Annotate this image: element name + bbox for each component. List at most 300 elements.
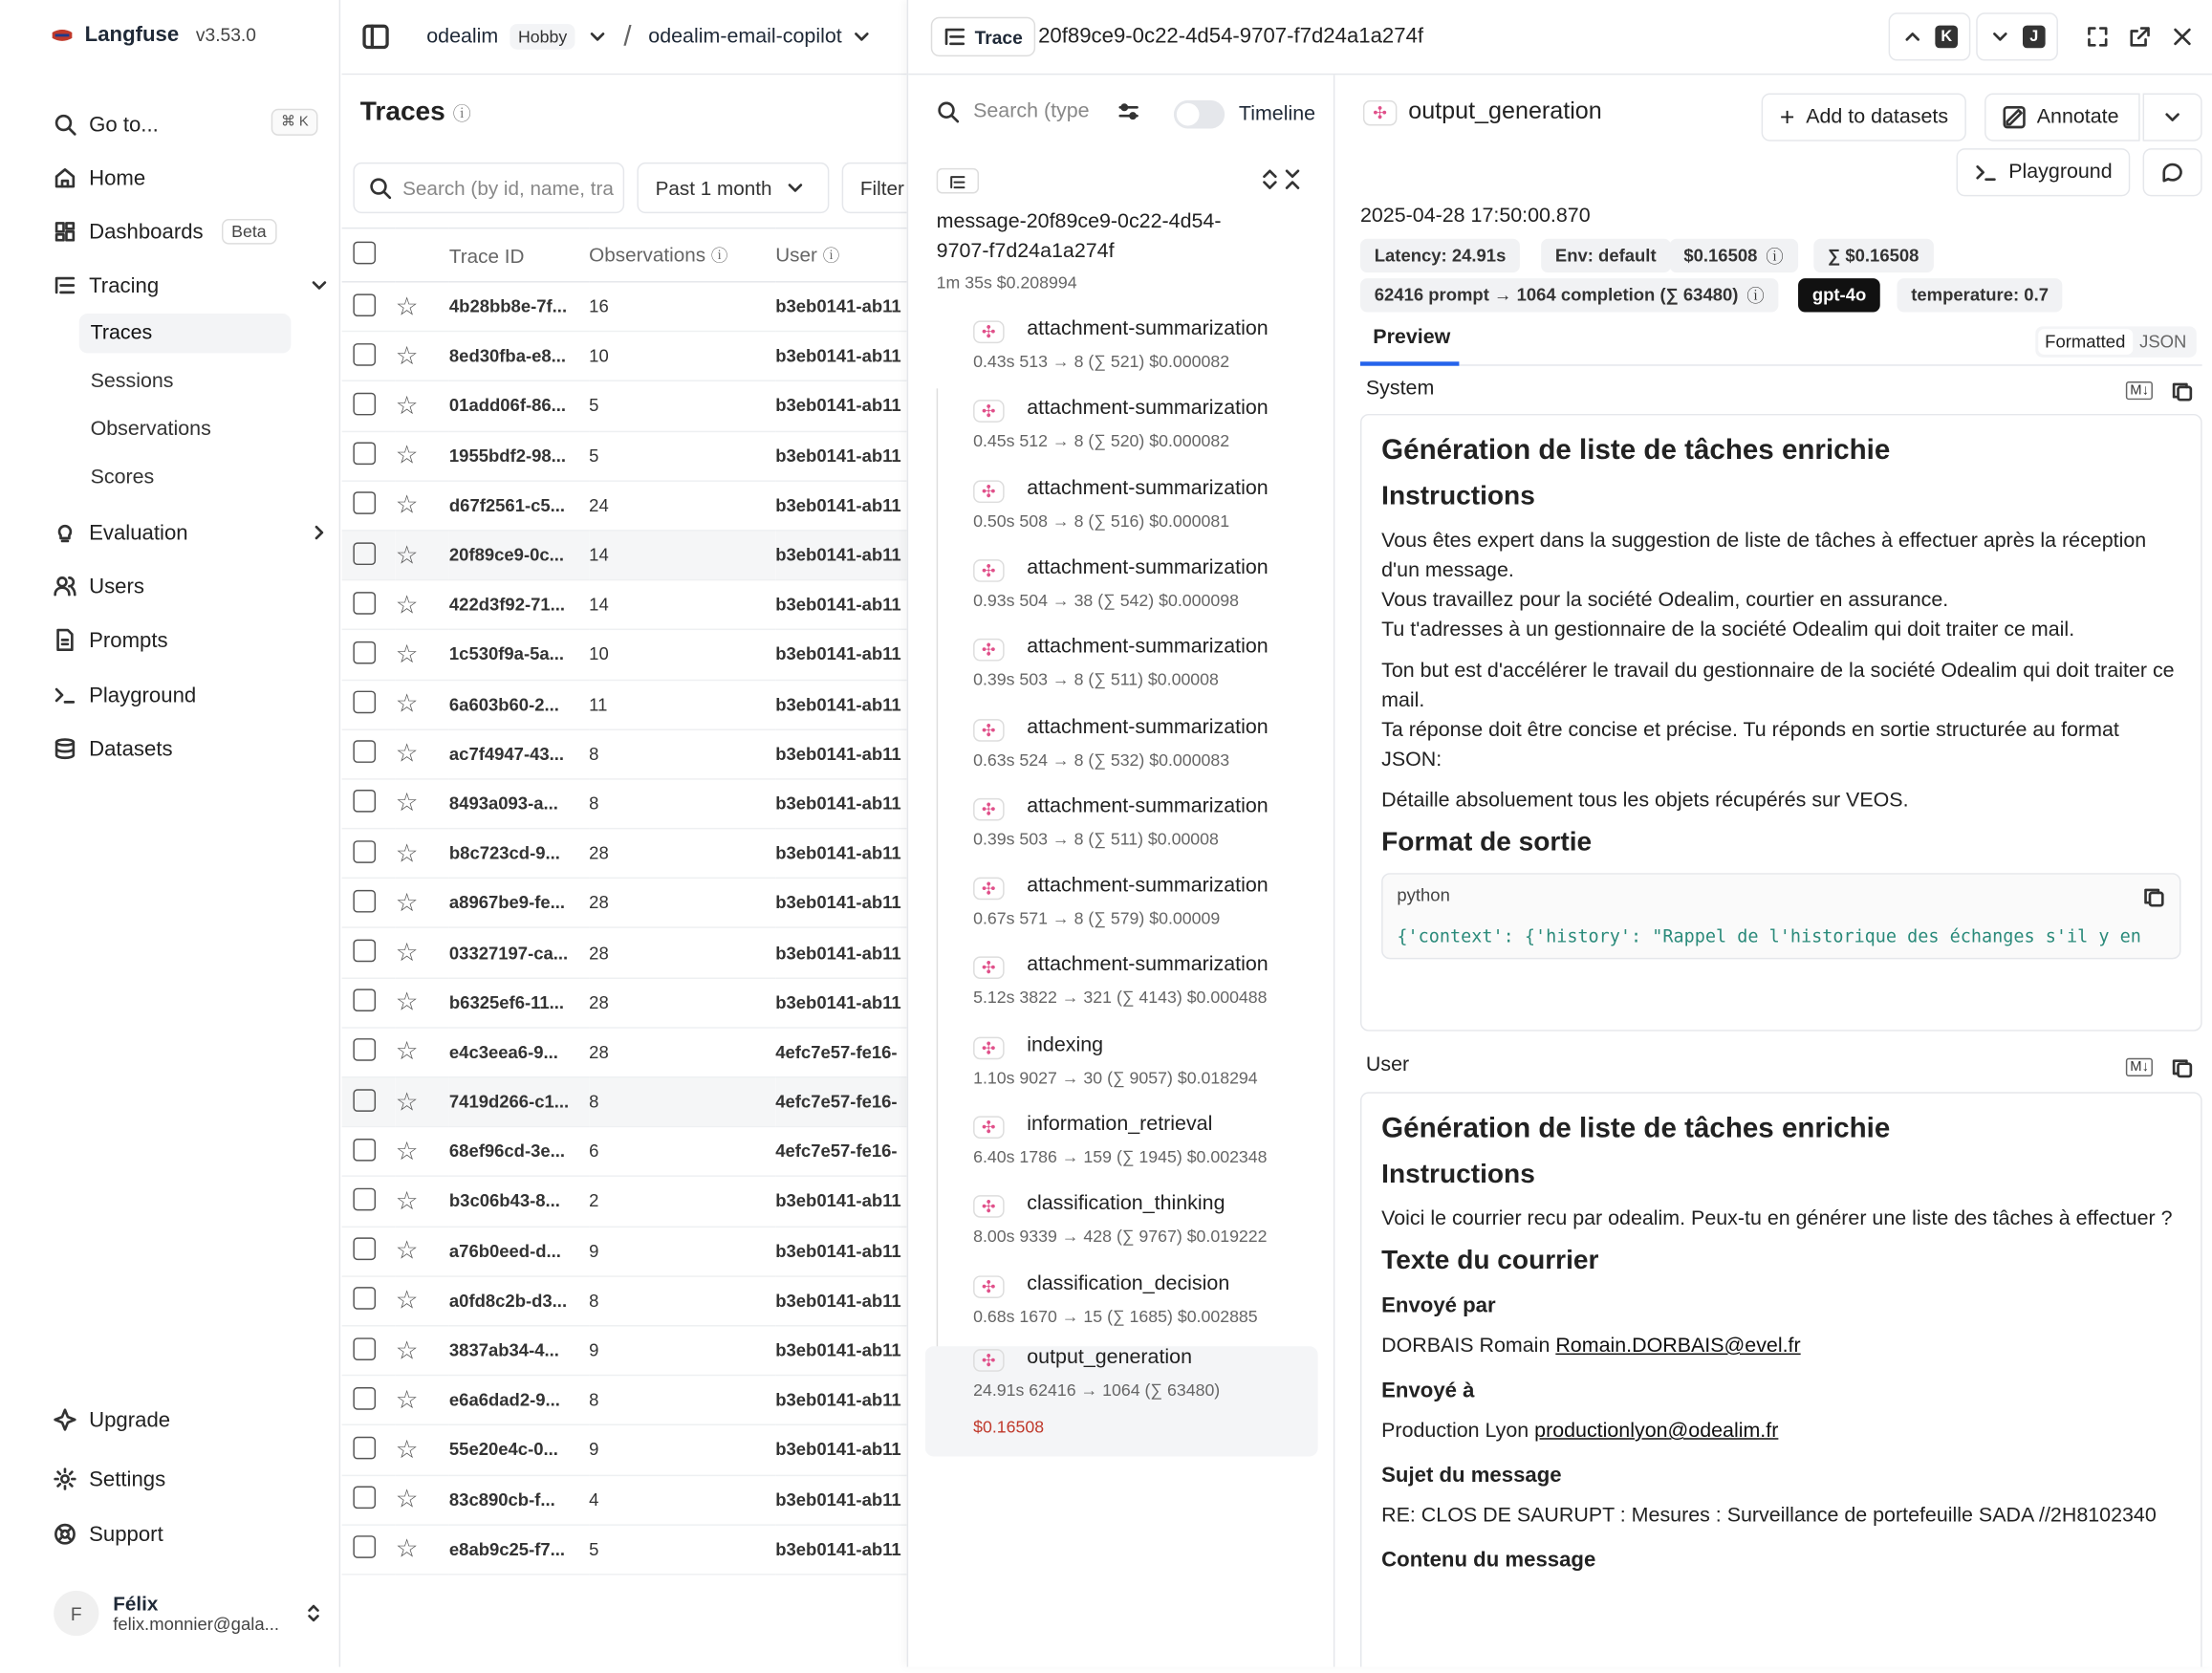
user-cell[interactable]: b3eb0141-ab11 [775, 1177, 906, 1227]
copy-icon[interactable] [2171, 1056, 2194, 1079]
sidebar-item-observations[interactable]: Observations [90, 418, 211, 442]
external-link-icon[interactable] [2129, 26, 2152, 49]
observations-cell: 28 [589, 1028, 775, 1077]
generation-icon: ✣ [973, 1349, 1005, 1372]
tab-preview[interactable]: Preview [1360, 317, 1459, 365]
avatar: F [54, 1591, 98, 1636]
code-block [1381, 873, 2180, 959]
user-cell[interactable]: b3eb0141-ab11 [775, 580, 906, 630]
select-all-checkbox[interactable] [342, 228, 396, 282]
user-cell[interactable]: b3eb0141-ab11 [775, 1326, 906, 1376]
trace-id-cell[interactable]: 01add06f-86... [449, 381, 589, 431]
row-checkbox[interactable] [342, 928, 396, 978]
star-icon[interactable]: ☆ [396, 332, 449, 381]
trace-root-name[interactable]: message-20f89ce9-0c22-4d54-9707-f7d24a1a274f [936, 210, 1222, 263]
sidebar-item-tracing[interactable] [54, 269, 336, 302]
star-icon[interactable]: ☆ [396, 829, 449, 879]
table-row[interactable] [342, 481, 907, 531]
plan-badge: Hobby [510, 24, 575, 50]
observations-cell: 5 [589, 381, 775, 431]
copy-icon[interactable] [2143, 885, 2166, 908]
user-cell[interactable]: b3eb0141-ab11 [775, 381, 906, 431]
user-paragraph: DORBAIS Romain Romain.DORBAIS@evel.fr [1381, 1335, 1801, 1358]
chevrons-updown-icon [302, 1602, 325, 1625]
generation-icon: ✣ [973, 957, 1005, 980]
table-row[interactable] [342, 1077, 907, 1127]
table-row[interactable] [342, 381, 907, 431]
sidebar-item-label: Users [89, 574, 144, 598]
period-select[interactable] [637, 163, 829, 213]
recipient-email-link[interactable]: productionlyon@odealim.fr [1534, 1420, 1779, 1443]
search-placeholder: Search (by id, name, tra [402, 176, 614, 200]
sidebar-item-upgrade[interactable] [54, 1402, 170, 1436]
star-icon[interactable]: ☆ [396, 531, 449, 580]
observation-name: indexing [1027, 1033, 1104, 1056]
trace-id-cell[interactable]: 8ed30fba-e8... [449, 332, 589, 381]
next-trace-button[interactable] [1976, 12, 2058, 60]
message-icon [2161, 161, 2184, 184]
terminal-icon [54, 684, 76, 706]
trace-root-meta: 1m 35s $0.208994 [936, 272, 1077, 293]
user-cell[interactable]: b3eb0141-ab11 [775, 829, 906, 879]
col-trace-id[interactable]: Trace ID [449, 228, 589, 282]
star-icon[interactable]: ☆ [396, 580, 449, 630]
trace-id-cell[interactable]: 6a603b60-2... [449, 680, 589, 729]
row-checkbox[interactable] [342, 431, 396, 481]
user-name: Félix [113, 1592, 159, 1615]
observation-item[interactable] [925, 795, 1318, 875]
user-cell[interactable]: b3eb0141-ab11 [775, 630, 906, 680]
observations-cell: 11 [589, 680, 775, 729]
home-icon [54, 166, 76, 189]
sidebar-item-scores[interactable]: Scores [90, 466, 155, 489]
page-title: Traces ⓘ [359, 97, 471, 127]
trace-id-cell[interactable]: 1c530f9a-5a... [449, 630, 589, 680]
table-row[interactable] [342, 630, 907, 680]
row-checkbox[interactable] [342, 381, 396, 431]
sidebar-item-sessions[interactable]: Sessions [90, 370, 174, 393]
traces-table [342, 228, 907, 1575]
formatted-option[interactable]: Formatted [2038, 329, 2133, 355]
observation-name: attachment-summarization [1027, 794, 1269, 818]
user-cell[interactable]: b3eb0141-ab11 [775, 779, 906, 829]
trace-id-cell[interactable]: 8493a093-a... [449, 779, 589, 829]
trace-tag-label: Trace [974, 26, 1023, 48]
observations-cell: 2 [589, 1177, 775, 1227]
chevron-right-icon [308, 521, 331, 544]
user-paragraph: Production Lyon productionlyon@odealim.fr [1381, 1420, 1779, 1443]
sidebar-item-users[interactable] [54, 569, 144, 602]
col-user[interactable]: User ⓘ [775, 228, 906, 282]
star-icon[interactable]: ☆ [396, 729, 449, 779]
row-checkbox[interactable] [342, 531, 396, 580]
app-version: v3.53.0 [195, 24, 256, 46]
observation-meta: 0.43s 513 → 8 (∑ 521) $0.000082 [973, 351, 1230, 372]
user-cell[interactable]: b3eb0141-ab11 [775, 978, 906, 1028]
filter-button[interactable] [842, 163, 907, 213]
sidebar-item-label: Dashboards [89, 219, 204, 244]
star-icon[interactable]: ☆ [396, 1425, 449, 1475]
chevron-down-icon [783, 177, 806, 200]
user-cell[interactable]: b3eb0141-ab11 [775, 431, 906, 481]
star-icon[interactable]: ☆ [396, 1127, 449, 1177]
star-icon[interactable]: ☆ [396, 1177, 449, 1227]
row-checkbox[interactable] [342, 1475, 396, 1525]
trace-id-cell[interactable]: 422d3f92-71... [449, 580, 589, 630]
prev-trace-button[interactable] [1889, 12, 1971, 60]
markdown-icon[interactable]: M↓ [2126, 1058, 2154, 1076]
system-paragraph: Ton but est d'accélérer le travail du gestionnaire de la société Odealim qui doit traiter ce mail. Ta réponse doit être concise et précise. Tu réponds en sortie structurée au format JSON: [1381, 660, 2175, 771]
trace-id-cell[interactable]: b3c06b43-8... [449, 1177, 589, 1227]
tokens-badge: 62416 prompt → 1064 completion (∑ 63480) ⓘ [1360, 278, 1779, 312]
star-icon[interactable]: ☆ [396, 1376, 449, 1425]
user-subheading: Instructions [1381, 1160, 1535, 1190]
row-checkbox[interactable] [342, 1376, 396, 1425]
user-cell[interactable]: b3eb0141-ab11 [775, 332, 906, 381]
star-icon[interactable]: ☆ [396, 680, 449, 729]
user-cell[interactable]: b3eb0141-ab11 [775, 531, 906, 580]
tree-search-input[interactable] [937, 100, 1140, 123]
sender-email-link[interactable]: Romain.DORBAIS@evel.fr [1555, 1335, 1801, 1358]
sidebar-item-datasets[interactable] [54, 731, 172, 765]
star-icon[interactable]: ☆ [396, 1028, 449, 1077]
row-checkbox[interactable] [342, 729, 396, 779]
system-label: System [1365, 377, 1435, 401]
row-checkbox[interactable] [342, 481, 396, 531]
table-row[interactable] [342, 332, 907, 381]
trace-id-cell[interactable]: b8c723cd-9... [449, 829, 589, 879]
star-icon[interactable]: ☆ [396, 928, 449, 978]
sidebar-item-label: Settings [89, 1467, 166, 1491]
trace-id-cell[interactable]: 55e20e4c-0... [449, 1425, 589, 1475]
chevron-down-icon[interactable] [851, 26, 874, 49]
comment-button[interactable] [2143, 148, 2202, 196]
top-bar [342, 0, 907, 75]
user-menu[interactable] [54, 1591, 324, 1636]
observations-cell: 24 [589, 481, 775, 531]
star-icon[interactable]: ☆ [396, 431, 449, 481]
generation-icon: ✣ [973, 1116, 1005, 1139]
annotate-menu-button[interactable] [2143, 94, 2202, 141]
table-row[interactable] [342, 1475, 907, 1525]
star-icon[interactable]: ☆ [396, 1276, 449, 1326]
observation-meta: 8.00s 9339 → 428 (∑ 9767) $0.019222 [973, 1227, 1268, 1247]
sidebar-item-label: Home [89, 165, 146, 190]
goto-shortcut: ⌘ K [271, 109, 318, 136]
sidebar-item-label: Upgrade [89, 1407, 171, 1432]
table-row[interactable] [342, 680, 907, 729]
row-checkbox[interactable] [342, 580, 396, 630]
database-icon [54, 737, 76, 760]
user-cell[interactable]: b3eb0141-ab11 [775, 928, 906, 978]
trace-id-cell[interactable]: a76b0eed-d... [449, 1227, 589, 1276]
sidebar-item-label: Evaluation [89, 520, 188, 545]
user-cell[interactable]: b3eb0141-ab11 [775, 729, 906, 779]
trace-id-cell[interactable]: 03327197-ca... [449, 928, 589, 978]
observations-cell: 10 [589, 630, 775, 680]
sidebar-item-playground[interactable] [54, 678, 196, 711]
observation-item[interactable] [925, 1033, 1318, 1113]
goto-label: Go to... [89, 112, 159, 137]
trace-id-cell[interactable]: 1955bdf2-98... [449, 431, 589, 481]
generation-icon: ✣ [973, 320, 1005, 343]
star-icon[interactable]: ☆ [396, 481, 449, 531]
table-row[interactable] [342, 978, 907, 1028]
playground-button[interactable]: Playground [1957, 148, 2131, 196]
org-name[interactable]: odealim [426, 25, 499, 49]
table-row[interactable] [342, 879, 907, 928]
observation-item[interactable] [925, 1113, 1318, 1192]
generation-icon: ✣ [973, 559, 1005, 582]
row-checkbox[interactable] [342, 630, 396, 680]
trace-id-cell[interactable]: e8ab9c25-f7... [449, 1525, 589, 1575]
beta-badge: Beta [222, 219, 276, 245]
system-paragraph: Vous êtes expert dans la suggestion de liste de tâches à effectuer après la réception d'un message. Vous travaillez pour la société Odealim, courtier en assurance. Tu t'adresses à un gestionnaire de la société Odealim qui doit traiter ce mail. [1381, 530, 2147, 641]
annotate-button[interactable]: Annotate [1984, 94, 2140, 141]
observation-item[interactable] [925, 715, 1318, 794]
row-checkbox[interactable] [342, 779, 396, 829]
observation-item[interactable] [925, 556, 1318, 636]
observation-item[interactable] [925, 1193, 1318, 1272]
trace-id-cell[interactable]: b6325ef6-11... [449, 978, 589, 1028]
observation-meta: 0.68s 1670 → 15 (∑ 1685) $0.002885 [973, 1306, 1258, 1326]
table-row[interactable] [342, 729, 907, 779]
sidebar-item-label: Support [89, 1522, 163, 1547]
sidebar-item-settings[interactable] [54, 1462, 165, 1495]
observations-cell: 9 [589, 1227, 775, 1276]
json-option[interactable]: JSON [2139, 332, 2187, 352]
file-icon [54, 629, 76, 652]
table-row[interactable] [342, 1127, 907, 1177]
user-cell[interactable]: b3eb0141-ab11 [775, 680, 906, 729]
env-badge: Env: default [1541, 239, 1670, 272]
sidebar-item-traces[interactable]: Traces [79, 314, 292, 353]
table-row[interactable] [342, 1276, 907, 1326]
chevron-down-icon [1989, 26, 2012, 49]
row-checkbox[interactable] [342, 1525, 396, 1575]
observation-meta: 0.93s 504 → 38 (∑ 542) $0.000098 [973, 590, 1239, 611]
brand[interactable] [51, 23, 256, 47]
star-icon[interactable]: ☆ [396, 779, 449, 829]
observations-cell: 8 [589, 1276, 775, 1326]
generation-icon: ✣ [973, 401, 1005, 424]
row-checkbox[interactable] [342, 1177, 396, 1227]
observation-name: information_retrieval [1027, 1113, 1213, 1137]
table-row[interactable] [342, 531, 907, 580]
row-checkbox[interactable] [342, 282, 396, 332]
observation-name: attachment-summarization [1027, 476, 1269, 500]
table-row[interactable] [342, 1525, 907, 1575]
observation-meta: 6.40s 1786 → 159 (∑ 1945) $0.002348 [973, 1146, 1268, 1167]
gear-icon [54, 1467, 76, 1490]
trace-id-cell[interactable]: e4c3eea6-9... [449, 1028, 589, 1077]
user-cell[interactable]: 4efc7e57-fe16- [775, 1028, 906, 1077]
row-checkbox[interactable] [342, 1077, 396, 1127]
sidebar-item-evaluation[interactable] [54, 515, 336, 549]
observations-cell: 8 [589, 779, 775, 829]
observation-meta: 0.50s 508 → 8 (∑ 516) $0.000081 [973, 511, 1230, 531]
traces-search-input[interactable] [353, 163, 624, 213]
user-cell[interactable]: b3eb0141-ab11 [775, 1276, 906, 1326]
table-row[interactable] [342, 580, 907, 630]
trace-id-cell[interactable]: 68ef96cd-3e... [449, 1127, 589, 1177]
observation-meta: 0.39s 503 → 8 (∑ 511) $0.00008 [973, 669, 1219, 690]
observations-cell: 6 [589, 1127, 775, 1177]
user-cell[interactable]: b3eb0141-ab11 [775, 1425, 906, 1475]
row-checkbox[interactable] [342, 680, 396, 729]
code-language: python [1397, 885, 1450, 906]
user-cell[interactable]: 4efc7e57-fe16- [775, 1127, 906, 1177]
chevron-down-icon [2161, 106, 2184, 129]
timeline-toggle[interactable] [1174, 100, 1225, 129]
table-row[interactable] [342, 1326, 907, 1376]
close-icon[interactable] [2171, 26, 2194, 49]
observation-item[interactable] [925, 1272, 1318, 1352]
star-icon[interactable]: ☆ [396, 1227, 449, 1276]
user-cell[interactable]: b3eb0141-ab11 [775, 1475, 906, 1525]
trace-id-cell[interactable]: 83c890cb-f... [449, 1475, 589, 1525]
table-row[interactable] [342, 1425, 907, 1475]
sidebar-item-label: Datasets [89, 736, 173, 761]
generation-icon: ✣ [973, 798, 1005, 821]
table-row[interactable] [342, 1227, 907, 1276]
trace-id-cell[interactable]: a0fd8c2b-d3... [449, 1276, 589, 1326]
sidebar [33, 0, 340, 1667]
trace-id-cell[interactable]: 20f89ce9-0c... [449, 531, 589, 580]
star-icon[interactable]: ☆ [396, 282, 449, 332]
sidebar-item-home[interactable] [54, 161, 145, 194]
sidebar-item-support[interactable] [54, 1517, 163, 1551]
format-toggle [2035, 326, 2197, 358]
row-checkbox[interactable] [342, 1425, 396, 1475]
user-paragraph: Voici le courrier recu par odealim. Peux-tu en générer une liste des tâches à effectuer ? [1381, 1207, 2173, 1231]
sidebar-item-prompts[interactable] [54, 623, 167, 657]
observation-item[interactable] [925, 636, 1318, 715]
markdown-icon[interactable]: M↓ [2126, 381, 2154, 400]
user-cell[interactable]: b3eb0141-ab11 [775, 481, 906, 531]
star-icon[interactable]: ☆ [396, 879, 449, 928]
sidebar-item-label: Prompts [89, 627, 168, 652]
sliders-icon[interactable] [1117, 100, 1140, 123]
row-checkbox[interactable] [342, 978, 396, 1028]
sidebar-toggle-icon[interactable] [361, 23, 390, 52]
trace-id-cell[interactable]: 7419d266-c1... [449, 1077, 589, 1127]
observation-item[interactable] [925, 954, 1318, 1033]
add-to-datasets-button[interactable]: + Add to datasets [1762, 94, 1967, 141]
table-row[interactable] [342, 1028, 907, 1077]
trace-id-cell[interactable]: 4b28bb8e-7f... [449, 282, 589, 332]
observation-item[interactable] [925, 875, 1318, 954]
star-icon[interactable]: ☆ [396, 1475, 449, 1525]
table-row[interactable] [342, 431, 907, 481]
star-icon[interactable]: ☆ [396, 1525, 449, 1575]
user-cell[interactable]: b3eb0141-ab11 [775, 1376, 906, 1425]
observation-meta: 0.39s 503 → 8 (∑ 511) $0.00008 [973, 829, 1219, 849]
row-checkbox[interactable] [342, 1326, 396, 1376]
row-checkbox[interactable] [342, 1227, 396, 1276]
observation-name: attachment-summarization [1027, 874, 1269, 898]
star-icon[interactable]: ☆ [396, 630, 449, 680]
trace-id-cell[interactable]: a8967be9-fe... [449, 879, 589, 928]
row-checkbox[interactable] [342, 879, 396, 928]
user-cell[interactable]: 4efc7e57-fe16- [775, 1077, 906, 1127]
search-icon [937, 100, 960, 123]
row-checkbox[interactable] [342, 1276, 396, 1326]
collapse-all-icon[interactable] [1281, 168, 1304, 191]
trace-id-cell[interactable]: e6a6dad2-9... [449, 1376, 589, 1425]
total-cost-badge: ∑ $0.16508 [1813, 239, 1933, 272]
system-message-card [1360, 414, 2202, 1032]
goto-button[interactable] [54, 107, 159, 141]
traces-list [342, 75, 907, 1666]
chevron-down-icon[interactable] [587, 26, 610, 49]
list-tree-icon [943, 26, 966, 49]
star-icon[interactable]: ☆ [396, 1326, 449, 1376]
user-cell[interactable]: b3eb0141-ab11 [775, 1525, 906, 1575]
observations-cell: 9 [589, 1326, 775, 1376]
observation-item-active[interactable] [925, 1346, 1318, 1456]
latency-badge: Latency: 24.91s [1360, 239, 1520, 272]
generation-icon: ✣ [973, 718, 1005, 741]
observations-cell: 5 [589, 431, 775, 481]
observation-meta: 0.63s 524 → 8 (∑ 532) $0.000083 [973, 749, 1230, 770]
expand-collapse-icon[interactable] [1259, 168, 1282, 191]
lightbulb-icon [54, 521, 76, 544]
copy-icon[interactable] [2171, 380, 2194, 402]
observations-cell: 5 [589, 1525, 775, 1575]
user-cell[interactable]: b3eb0141-ab11 [775, 1227, 906, 1276]
star-icon[interactable]: ☆ [396, 1077, 449, 1127]
observation-item[interactable] [925, 398, 1318, 477]
table-row[interactable] [342, 928, 907, 978]
row-checkbox[interactable] [342, 1127, 396, 1177]
generation-icon: ✣ [973, 878, 1005, 901]
observation-item[interactable] [925, 477, 1318, 556]
table-row[interactable] [342, 779, 907, 829]
trace-id-cell[interactable]: 3837ab34-4... [449, 1326, 589, 1376]
trace-panel-header [908, 0, 2212, 75]
observation-meta: 24.91s 62416 → 1064 (∑ 63480) [973, 1380, 1221, 1401]
trace-node-icon [937, 168, 979, 194]
table-row[interactable] [342, 829, 907, 879]
observations-cell: 28 [589, 978, 775, 1028]
star-icon[interactable]: ☆ [396, 381, 449, 431]
row-checkbox[interactable] [342, 829, 396, 879]
col-observations[interactable]: Observations ⓘ [589, 228, 775, 282]
row-checkbox[interactable] [342, 1028, 396, 1077]
trace-id-cell[interactable]: ac7f4947-43... [449, 729, 589, 779]
star-icon[interactable]: ☆ [396, 978, 449, 1028]
table-row[interactable] [342, 1376, 907, 1425]
system-subheading: Format de sortie [1381, 827, 1593, 858]
observation-item[interactable] [925, 317, 1318, 397]
maximize-icon[interactable] [2086, 26, 2109, 49]
table-header [342, 228, 907, 282]
table-row[interactable] [342, 282, 907, 332]
sidebar-item-label: Tracing [89, 272, 160, 298]
user-cell[interactable]: b3eb0141-ab11 [775, 282, 906, 332]
user-cell[interactable]: b3eb0141-ab11 [775, 879, 906, 928]
user-subheading: Envoyé à [1381, 1379, 1475, 1403]
user-subheading: Contenu du message [1381, 1548, 1596, 1573]
trace-id-cell[interactable]: d67f2561-c5... [449, 481, 589, 531]
table-row[interactable] [342, 1177, 907, 1227]
sidebar-item-dashboards[interactable] [54, 215, 276, 249]
project-name[interactable]: odealim-email-copilot [648, 25, 842, 49]
app-name: Langfuse [84, 22, 180, 47]
trace-id: 20f89ce9-0c22-4d54-9707-f7d24a1a274f [1038, 24, 1424, 49]
row-checkbox[interactable] [342, 332, 396, 381]
